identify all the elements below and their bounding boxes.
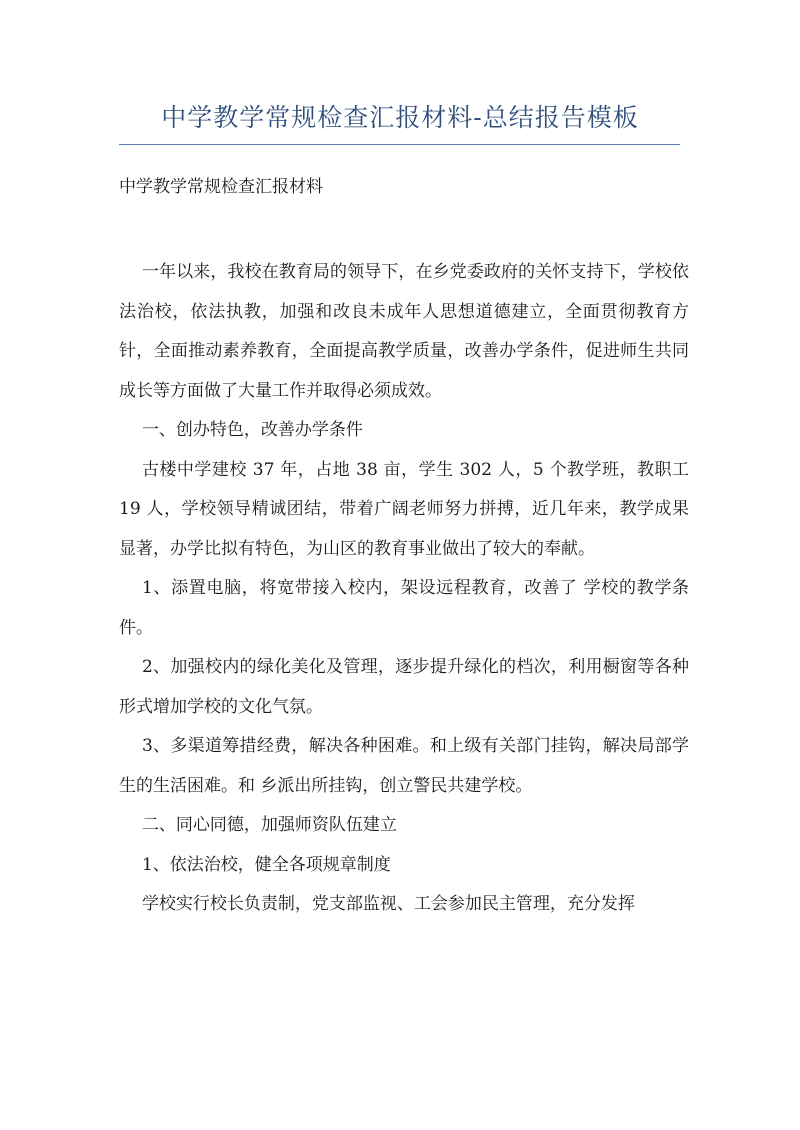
paragraph-intro: 一年以来，我校在教育局的领导下，在乡党委政府的关怀支持下，学校依法治校，依法执教，加强和改良未成年人思想道德建立，全面贯彻教育方针，全面推动素养教育，全面提高教学质量，改善办学条件，促进师生共同成长等方面做了大量工作并取得必须成效。	[119, 262, 689, 401]
section-heading-2: 二、同心同德，加强师资队伍建立	[141, 815, 397, 835]
document-title: 中学教学常规检查汇报材料-总结报告模板	[161, 103, 639, 132]
paragraph-item-3: 3、多渠道筹措经费，解决各种困难。和上级有关部门挂钩，解决局部学生的生活困难。和 乡派出所挂钩，创立警民共建学校。	[119, 736, 689, 796]
section-heading-1: 一、创办特色，改善办学条件	[141, 420, 363, 440]
paragraph-item-1: 1、添置电脑，将宽带接入校内，架设远程教育，改善了 学校的教学条件。	[119, 578, 689, 638]
subsection-heading-1: 1、依法治校，健全各项规章制度	[141, 854, 391, 875]
paragraph-item-2: 2、加强校内的绿化美化及管理，逐步提升绿化的档次，利用橱窗等各种形式增加学校的文化气氛。	[119, 657, 689, 717]
paragraph-school-overview: 古楼中学建校 37 年，占地 38 亩，学生 302 人，5 个教学班，教职工 19 人，学校领导精诚团结，带着广阔老师努力拼搏，近几年来，教学成果显著，办学比拟有特色，为山区的教育事业做出了较大的奉献。	[119, 459, 689, 559]
paragraph-management: 学校实行校长负责制，党支部监视、工会参加民主管理，充分发挥	[141, 894, 635, 914]
document-body	[119, 253, 689, 925]
title-underline	[119, 144, 680, 145]
document-subtitle: 中学教学常规检查汇报材料	[119, 177, 323, 197]
